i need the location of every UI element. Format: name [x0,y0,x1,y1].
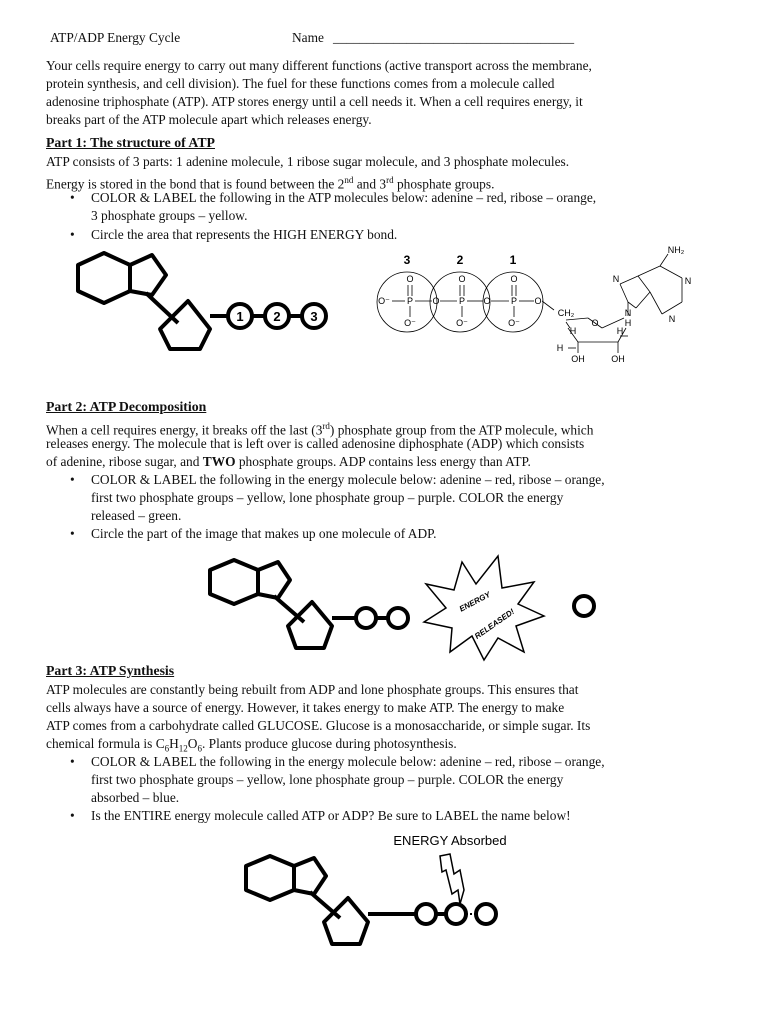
adenine-pentagon [294,858,326,894]
chem-p: P [406,296,414,306]
chem-o-bottom: O⁻ [456,318,468,328]
part3-bullet1-line1: COLOR & LABEL the following in the energy molecule below: adenine – red, ribose – orange, [91,754,605,769]
bullet: • [70,526,75,541]
chem-o-top: O [406,274,414,284]
energy-absorbed-label: ENERGY Absorbed [393,833,507,848]
part2-bullet2: Circle the part of the image that makes up one molecule of ADP. [91,526,437,541]
part1-line-1: ATP consists of 3 parts: 1 adenine molecule, 1 ribose sugar molecule, and 3 phosphate molecules. [46,154,570,169]
part2-line-1: When a cell requires energy, it breaks off the last (3rd) phosphate group from the ATP molecule, which [46,421,594,438]
lightning-bolt-icon [440,854,464,904]
adenine-hexagon [78,253,130,303]
chem-o: O [432,296,440,306]
ribose-pentagon [160,301,210,349]
part3-heading: Part 3: ATP Synthesis [46,663,175,678]
part3-bullet2: Is the ENTIRE energy molecule called ATP or ADP? Be sure to LABEL the name below! [91,808,571,823]
bullet: • [70,190,75,205]
chem-n: N [624,308,632,318]
chem-n: N [668,314,676,324]
bullet: • [70,472,75,487]
chem-nh2: NH₂ [667,245,685,255]
part2-heading: Part 2: ATP Decomposition [46,399,207,414]
part1-bullet2: Circle the area that represents the HIGH ENERGY bond. [91,227,398,242]
part2-bullet1-line2: first two phosphate groups – yellow, lone phosphate group – purple. COLOR the energy [91,490,564,505]
name-blank[interactable]: ____________________________________ [333,30,575,45]
chem-number-1: 1 [509,253,517,267]
phosphate-label-3: 3 [310,309,318,324]
chem-o-ring: O [591,318,599,328]
chem-ch2: CH₂ [557,308,575,318]
chem-oh: OH [571,354,585,364]
chem-n: N [612,274,620,284]
part3-line-4: chemical formula is $C_6H_{12}O_6$. Plants produce glucose during photosynthesis. [46,736,457,754]
chem-o-top: O [510,274,518,284]
chem-o-bottom: O⁻ [508,318,520,328]
intro-line-3: adenosine triphosphate (ATP). ATP stores energy until a cell needs it. When a cell requires energy, it [46,94,583,109]
part3-bullet1-line3: absorbed – blue. [91,790,180,805]
phosphate-label-2: 2 [273,309,281,324]
chem-p: P [510,296,518,306]
part2-bullet1-line1: COLOR & LABEL the following in the energy molecule below: adenine – red, ribose – orange, [91,472,605,487]
part3-line-3: ATP comes from a carbohydrate called GLUCOSE. Glucose is a monosaccharide, or simple sugar. Its [46,718,591,733]
energy-released-line1: ENERGY [457,589,492,614]
intro-line-4: breaks part of the ATP molecule apart which releases energy. [46,112,372,127]
chem-h: H [616,326,624,336]
adenine-pentagon [130,255,166,295]
part3-line-1: ATP molecules are constantly being rebuilt from ADP and lone phosphate groups. This ensures that [46,682,579,697]
chem-o: O [483,296,491,306]
chem-oh: OH [611,354,625,364]
chem-number-2: 2 [456,253,464,267]
part2-line-2: releases energy. The molecule that is left over is called adenosine diphosphate (ADP) which consists [46,436,585,451]
atp-simple-diagram [60,245,360,365]
energy-burst [424,556,544,660]
part1-heading: Part 1: The structure of ATP [46,135,215,150]
adenine-hexagon [210,560,258,604]
chem-n: N [684,276,692,286]
atp-chemical-diagram [370,240,720,370]
phosphate-label-1: 1 [236,309,244,324]
energy-released-line2: RELEASED! [473,607,517,641]
part3-line-2: cells always have a source of energy. However, it takes energy to make ATP. The energy to make [46,700,565,715]
chem-o-minus: O⁻ [378,296,390,306]
adp-release-diagram [200,552,620,662]
chem-number-3: 3 [403,253,411,267]
lone-phosphate-circle [476,904,496,924]
phosphate-circle-2 [388,608,408,628]
adenine-hexagon [246,856,294,900]
phosphate-circle-1 [356,608,376,628]
chem-h: H [569,326,577,336]
chem-o: O [534,296,542,306]
intro-line-1: Your cells require energy to carry out many different functions (active transport across the membrane, [46,58,592,73]
chem-o-top: O [458,274,466,284]
atp-synthesis-diagram [236,830,536,950]
ribose-pentagon [324,898,368,944]
part2-bullet1-line3: released – green. [91,508,182,523]
part3-bullet1-line2: first two phosphate groups – yellow, lone phosphate group – purple. COLOR the energy [91,772,564,787]
adenine-pentagon [258,562,290,598]
name-label: Name [292,30,324,45]
bullet: • [70,227,75,242]
bullet: • [70,754,75,769]
phosphate-circle-1 [416,904,436,924]
part1-bullet1-line1: COLOR & LABEL the following in the ATP molecules below: adenine – red, ribose – orange, [91,190,597,205]
phosphate-circle-2 [446,904,466,924]
part2-line-3: of adenine, ribose sugar, and TWO phosphate groups. ADP contains less energy than ATP. [46,454,531,469]
worksheet-title: ATP/ADP Energy Cycle [50,30,181,45]
chem-h: H [624,318,632,328]
lone-phosphate-circle [574,596,594,616]
intro-line-2: protein synthesis, and cell division). The fuel for these functions comes from a molecule called [46,76,555,91]
part1-bullet1-line2: 3 phosphate groups – yellow. [91,208,248,223]
chem-p: P [458,296,466,306]
bullet: • [70,808,75,823]
chem-h: H [556,343,564,353]
part1-line-2: Energy is stored in the bond that is found between the 2nd and 3rd phosphate groups. [46,175,495,192]
chem-o-bottom: O⁻ [404,318,416,328]
ribose-pentagon [288,602,332,648]
